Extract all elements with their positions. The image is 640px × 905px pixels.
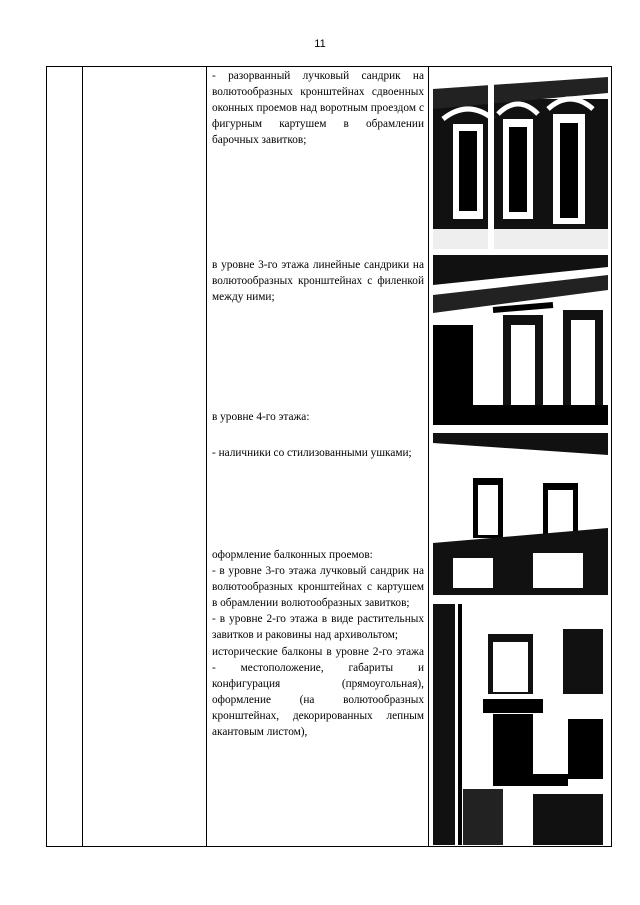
- column-divider: [206, 67, 207, 846]
- facade-photo-2: [433, 255, 608, 425]
- paragraph-fourth-floor: в уровне 4-го этажа:: [212, 411, 310, 423]
- paragraph-balconies: оформление балконных проемов: - в уровне 3-го этажа лучковый сандрик на волютообразных кронштейнах с картушем в обрамлении волютообразных завитков; - в уровне 2-го этажа в виде растительных завитков и раковины над архивольтом; исторические балконы в уровне 2-го этажа - местоположение, габариты и конфигурация (прямоугольная), оформление (на волютообразных кронштейнах, декорированных лепным акантовым листом),: [212, 549, 424, 739]
- paragraph-window-trims: - наличники со стилизованными ушками;: [212, 447, 412, 459]
- paragraph-sandrik-gate: - разорванный лучковый сандрик на волютообразных кронштейнах сдвоенных оконных проемов над воротным проездом с фигурным картушем в обрамлении барочных завитков;: [212, 70, 424, 147]
- description-cell: [212, 67, 424, 846]
- column-divider: [428, 67, 429, 846]
- column-divider: [82, 67, 83, 846]
- facade-photo-1: [433, 69, 608, 249]
- page-number: 11: [314, 38, 326, 50]
- facade-photo-4: [433, 604, 608, 845]
- paragraph-third-floor: в уровне 3-го этажа линейные сандрики на волютообразных кронштейнах с филенкой между ними;: [212, 259, 424, 304]
- facade-photo-3: [433, 433, 608, 595]
- document-table: [46, 66, 612, 847]
